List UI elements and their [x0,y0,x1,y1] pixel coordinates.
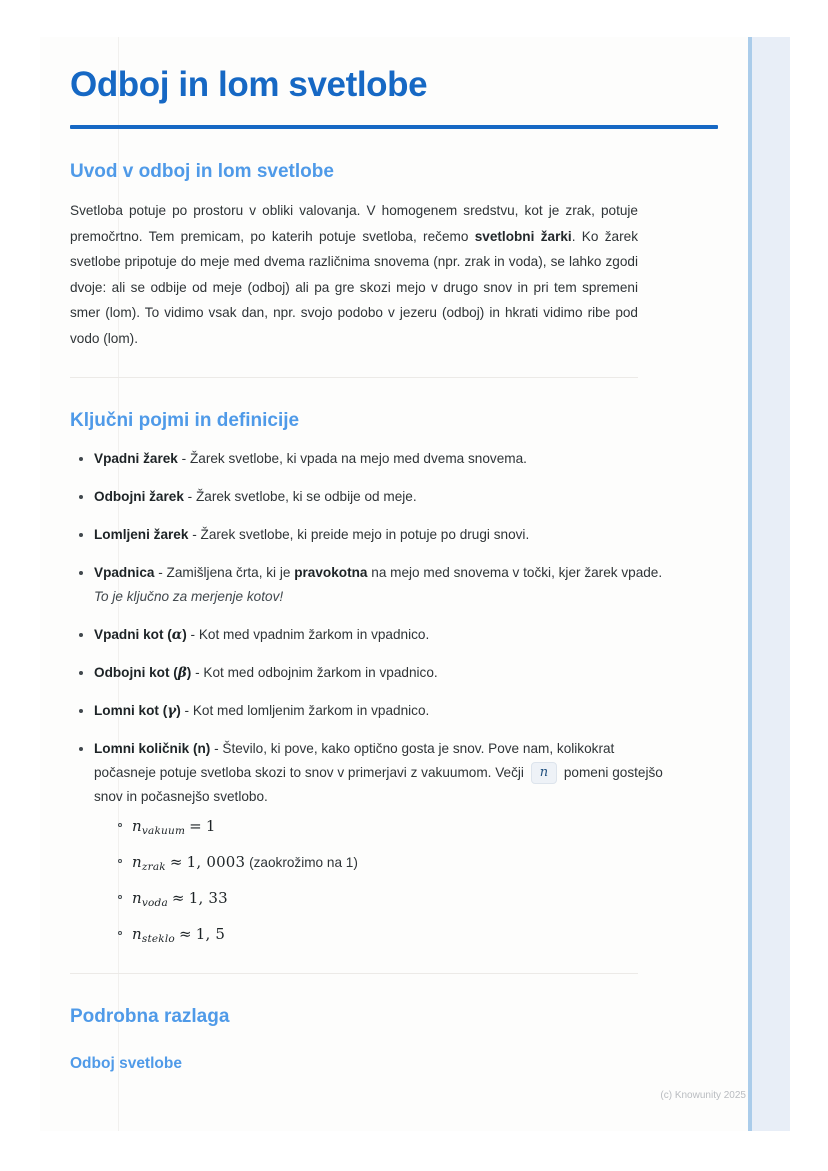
term-label: Vpadni kot (α) [94,627,187,643]
term-definition-b: pomeni gostejšo snov in počasnejšo svetlobo. [94,765,663,804]
term-definition: Žarek svetlobe, ki se odbije od meje. [195,489,417,504]
term-definition: Žarek svetlobe, ki vpada na mejo med dvema snovema. [189,451,527,466]
term-name: Lomni kot [94,703,159,718]
subsection-heading-reflection: Odboj svetlobe [70,1055,182,1072]
section-heading-detail: Podrobna razlaga [70,1006,230,1027]
term-dash: - [183,489,196,504]
list-item [70,561,664,609]
intro-paragraph [70,184,638,351]
term-label: Odbojni žarek [94,489,184,504]
list-item [112,923,664,947]
formula-value: 1, 5 [195,925,226,943]
formula-subscript: zrak [141,861,166,873]
list-item [70,447,664,471]
intro-text-part1: Svetloba potuje po prostoru v obliki valovanja. V homogenem sredstvu, kot je zrak, potuje premočrtno. Tem premicam, po katerih potuje svetloba, rečemo [70,203,638,244]
term-definition-a: Zamišljena črta, ki je [166,565,295,580]
list-item [70,737,664,947]
formula-operator: ≈ [171,889,185,907]
formula-subscript: voda [141,897,168,909]
footer-watermark: (c) Knowunity 2025 [660,1090,746,1101]
term-dash: - [154,565,167,580]
term-label: Vpadni žarek [94,451,178,466]
formula-operator: = [189,817,202,835]
section-heading-key-terms: Ključni pojmi in definicije [70,410,300,431]
term-definition: Kot med lomljenim žarkom in vpadnico. [192,703,430,718]
formula-operator: ≈ [169,853,183,871]
term-dash: - [180,703,193,718]
formula-subscript: steklo [141,933,175,945]
term-name: Odbojni kot [94,665,170,680]
page-title: Odboj in lom svetlobe [70,65,428,104]
formula-value: 1 [205,817,216,835]
term-dash: - [210,741,223,756]
inline-code-chip-n: n [531,762,557,784]
list-item [70,523,664,547]
key-terms-list [70,433,718,947]
list-item [70,661,664,685]
term-italic-note: To je ključno za merjenje kotov! [94,589,284,604]
term-dash: - [177,451,190,466]
formula-value: 1, 0003 [186,853,246,871]
formula-variable: n [132,889,142,907]
refractive-index-sublist [94,815,664,947]
formula-note: (zaokrožimo na 1) [245,855,358,870]
formula [132,925,225,943]
list-item [112,851,664,875]
formula-subscript: vakuum [141,825,186,837]
formula [132,889,228,907]
term-definition-a: Število, ki pove, kako optično gosta je snov. Pove nam, kolikokrat počasneje potuje svetloba skozi to snov v primerjavi z vakuumom. Večji [94,741,615,780]
greek-symbol-alpha: α [171,627,183,643]
term-dash: - [186,627,199,642]
term-label: Lomni kot (γ) [94,703,181,719]
term-label: Odbojni kot (β) [94,665,192,681]
term-emphasis: pravokotna [294,565,368,580]
formula-variable: n [132,817,142,835]
list-item [112,887,664,911]
list-item [70,699,664,723]
term-definition-b: na mejo med snovema v točki, kjer žarek vpade. [367,565,663,580]
term-label: Lomni količnik (n) [94,741,211,756]
list-item [112,815,664,839]
formula [132,817,216,835]
formula-value: 1, 33 [188,889,228,907]
formula [132,853,245,871]
term-name: Vpadni kot [94,627,164,642]
section-heading-intro: Uvod v odboj in lom svetlobe [70,161,334,182]
right-rail-panel [752,37,790,1131]
document-content [70,37,718,1131]
term-label: Lomljeni žarek [94,527,189,542]
formula-operator: ≈ [178,925,192,943]
intro-text-part2: . Ko žarek svetlobe pripotuje do meje med dvema različnima snovema (npr. zrak in voda), se lahko zgodi dvoje: ali se odbije od meje (odboj) ali pa gre skozi mejo v drugo snov in pri tem spremeni smer (lom). To vidimo vsak dan, npr. svojo podobo v jezeru (odboj) in hkrati vidimo ribe pod vodo (lom). [70,228,638,346]
term-dash: - [191,665,204,680]
formula-variable: n [132,853,142,871]
formula-variable: n [132,925,142,943]
term-definition: Kot med odbojnim žarkom in vpadnico. [203,665,438,680]
term-dash: - [188,527,201,542]
term-definition: Žarek svetlobe, ki preide mejo in potuje po drugi snovi. [200,527,530,542]
document-page [40,37,790,1131]
intro-bold-term: svetlobni žarki [474,228,572,244]
list-item [70,485,664,509]
list-item [70,623,664,647]
term-label: Vpadnica [94,565,155,580]
greek-symbol-gamma: γ [167,703,177,719]
term-definition: Kot med vpadnim žarkom in vpadnico. [198,627,430,642]
greek-symbol-beta: β [177,665,187,681]
